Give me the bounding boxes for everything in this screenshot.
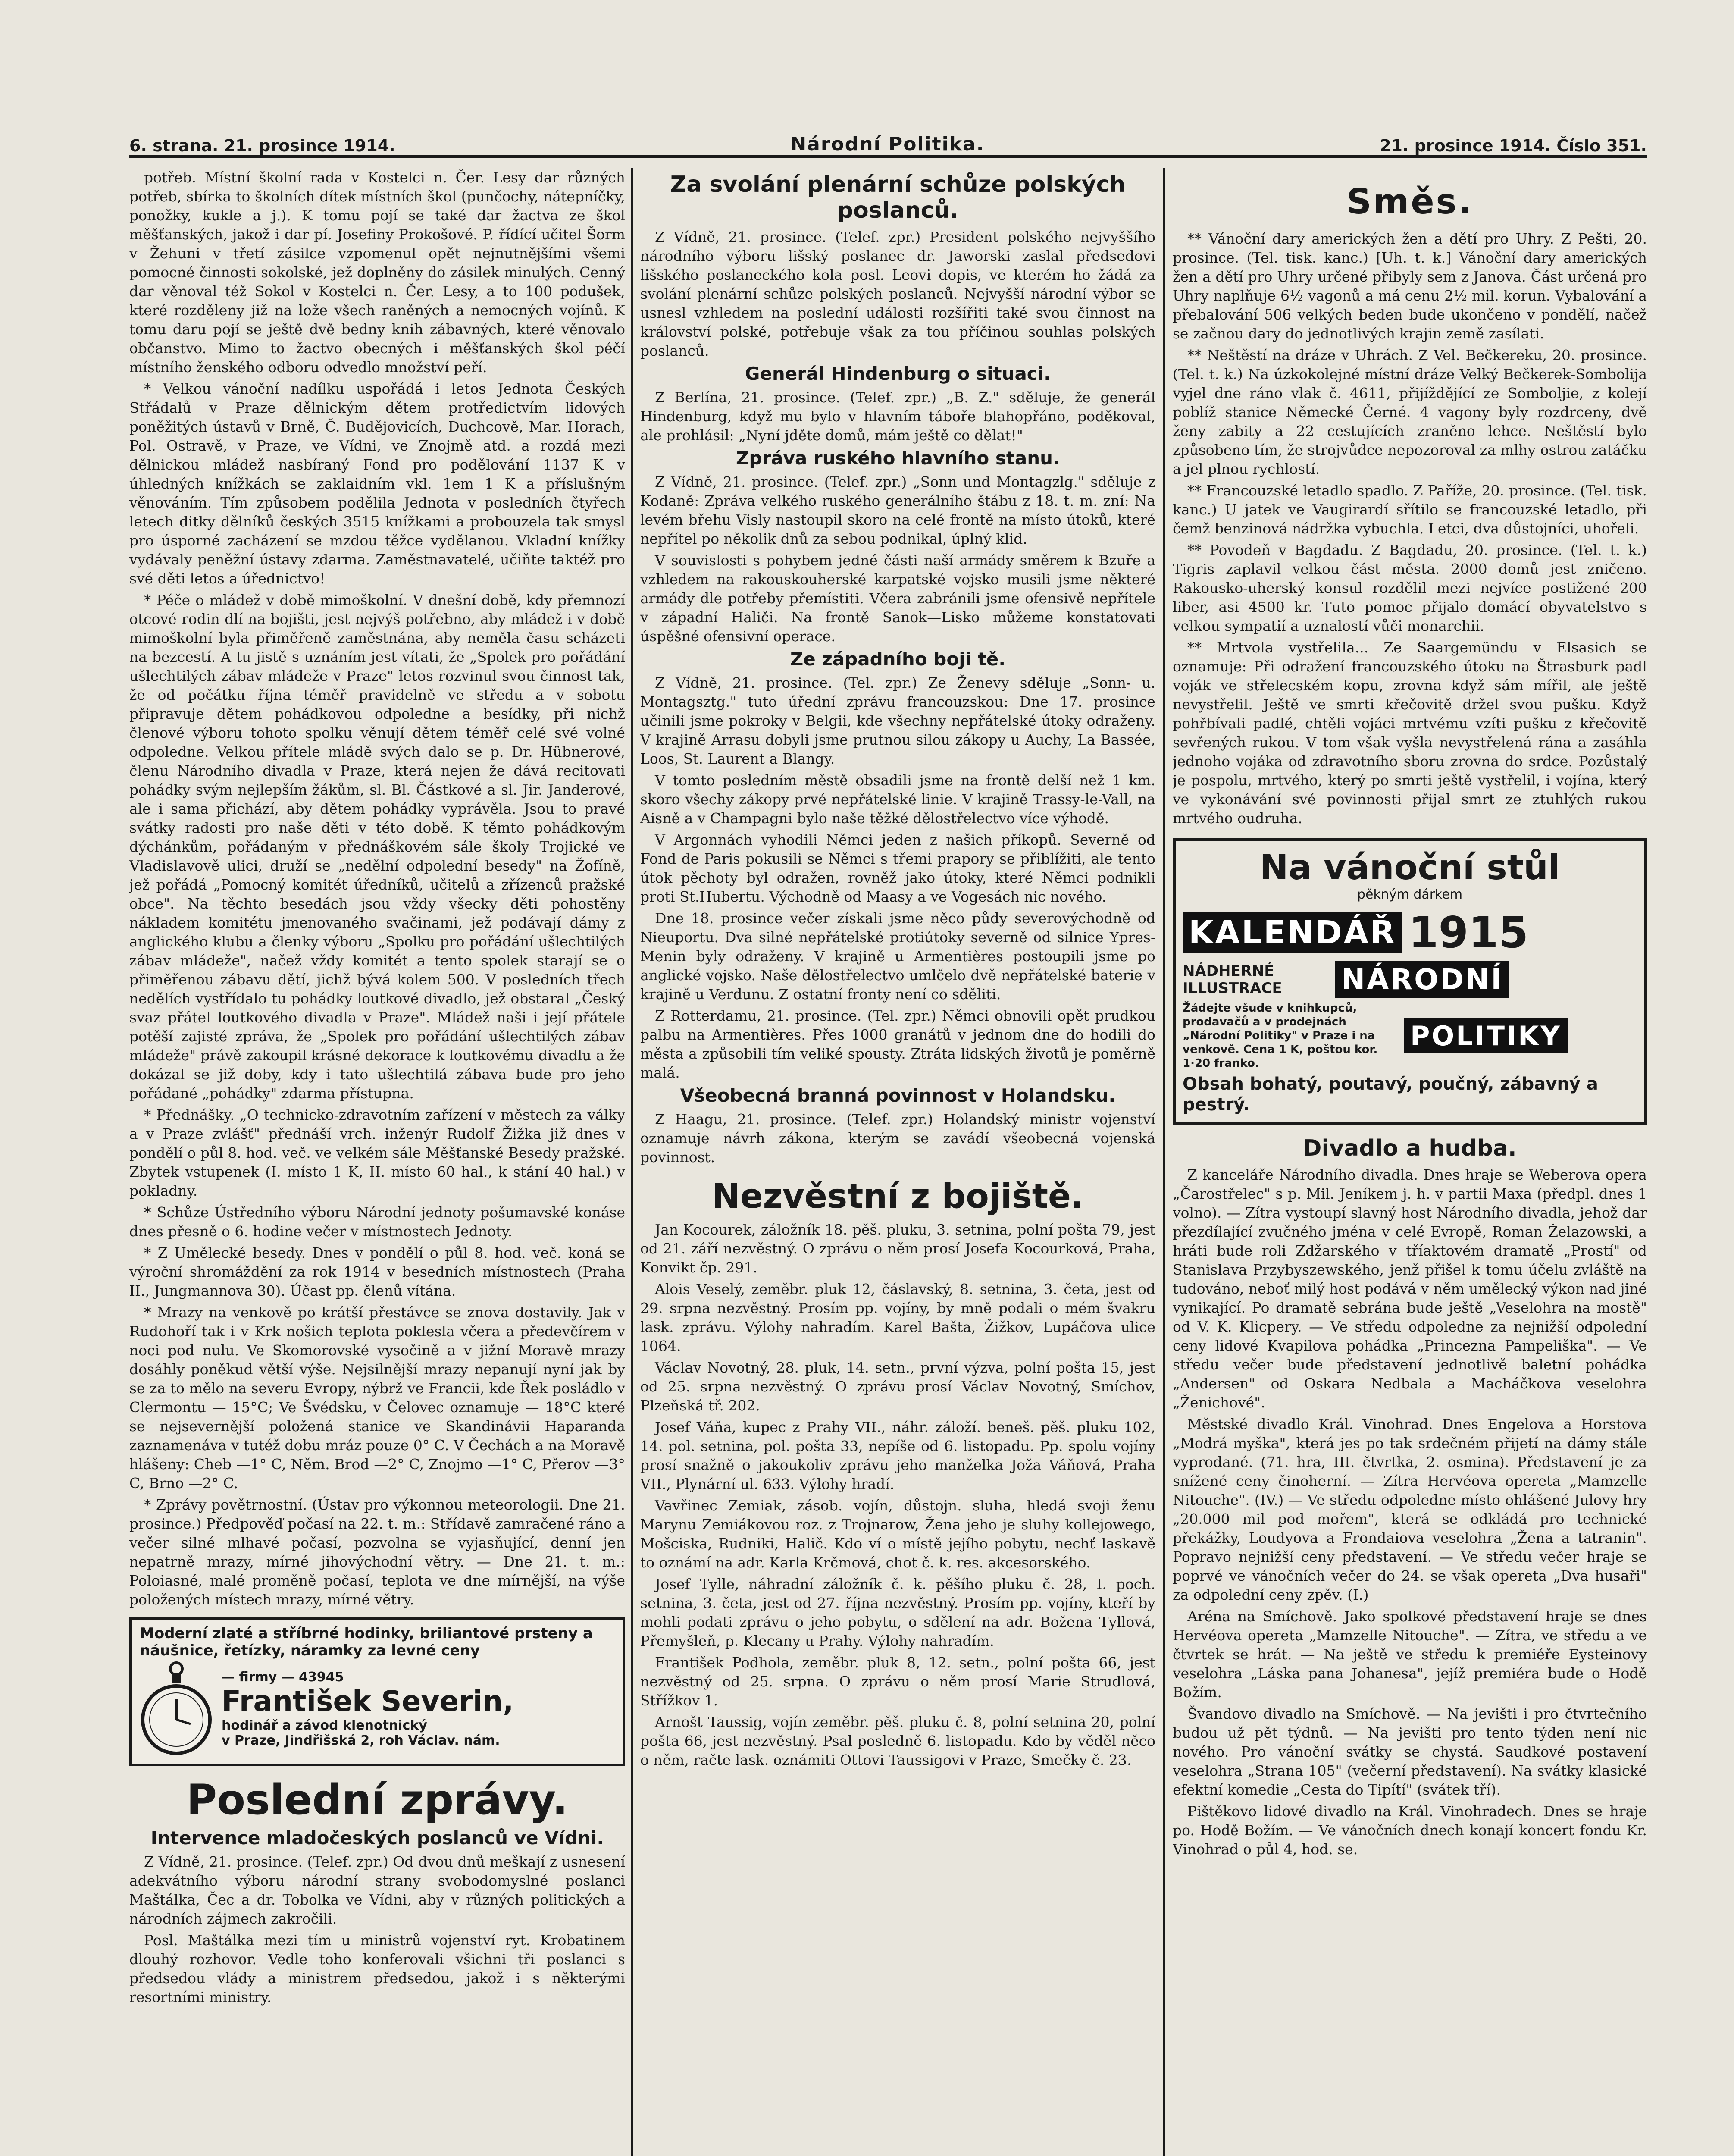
ad-order-info: Žádejte všude v knihkupců, prodavačů a v prodejnách „Národní Politiky" v Praze i na venkově. Cena 1 K, poštou kor. 1·20 franko. [1183, 1002, 1378, 1070]
article-headline: Všeobecná branná povinnost v Holandsku. [680, 1085, 1116, 1106]
section-title-missing-soldiers: Nezvěstní z bojiště. [712, 1177, 1084, 1216]
article-paragraph: Z Vídně, 21. prosince. (Tel. zpr.) Ze Ženevy sděluje „Sonn- u. Montagsztg." tuto úřední zprávu francouzskou: Dne 17. prosince učinili jsme pokroky v Belgii, kde všechny nepřátelské útoky odraženy. V krajině Arrasu dobyli jsme prutnou silou zákopy u Auchy, La Bassée, Loos, St. Laurent a Blangy. [640, 674, 1155, 767]
article-paragraph: * Velkou vánoční nadílku uspořádá i letos Jednota Českých Střádalů v Praze dělnickým dětem protředictvím lidových poněžitých ústavů v Brně, Č. Budějovicích, Duchcově, Mar. Horach, Pol. Ostravě, v Praze, ve Vídni, ve Znojmě atd. a rozdá mezi dělnickou mládež nasbíraný Fond pro podělování 1137 K v úhledných knížkách se zaklaidním vkl. 1em 1 K a příslušným věnováním. Tím způsobem podělila Jednota v posledních čtyřech letech ditky dělníků českých 3515 knížkami a probouzela tak smysl pro úsporné zacházení se mzdou těžce vydělanou. Vkladní knížky vydávaly peněžní ústavy zdarma. Zaměstnavatelé, učiňte taktéž pro své děti letos a úřednictvo! [129, 380, 625, 587]
article-headline: Ze západního boji tě. [790, 649, 1006, 670]
calendar-advertisement [1173, 838, 1647, 1125]
article-paragraph: Z Rotterdamu, 21. prosince. (Tel. zpr.) Němci obnovili opět prudkou palbu na Armentières. Přes 1000 granátů v jednom dne do hodili do města a způsobili tím veliké spousty. Ztráta lidských životů je poměrně malá. [640, 1007, 1155, 1081]
article-paragraph: Z Vídně, 21. prosince. (Telef. zpr.) Od dvou dnů meškají z usnesení adekvátního výboru národní strany svobodomyslné poslanci Maštálka, Čec a dr. Tobolka ve Vídni, aby v různých politických a národních zájmech zakročili. [129, 1853, 625, 1927]
article-paragraph: Posl. Maštálka mezi tím u ministrů vojenství ryt. Krobatinem dlouhý rozhovor. Vedle toho konferovali všichni tři poslanci s předsedou vlády a ministrem předsedou, jakož i s některými resortními ministry. [129, 1932, 625, 2006]
ad-company-name: František Severin, [222, 1685, 514, 1718]
section-title-latest-news: Poslední zprávy. [186, 1776, 568, 1824]
masthead-title: Národní Politika. [790, 133, 985, 155]
article-paragraph: Pištěkovo lidové divadlo na Král. Vinohradech. Dnes se hraje po. Hodě Božím. — Ve vánočních dnech konají koncert fondu Kr. Vinohrad o půl 4, hod. se. [1173, 1803, 1647, 1858]
article-paragraph: potřeb. Místní školní rada v Kostelci n. Čer. Lesy dar různých potřeb, sbírka to školních dítek místních škol (punčochy, nátepníčky, ponožky, kukle a j.). K tomu pojí se také dar žactva ze škol měšťanských, jakož i dar pí. Josefiny Prokošové. P. řídící učitel Šorm v Žehuni v třetí zásilce vzpomenul opět nejnutnějšími všemi pomocné činnosti sokolské, jež doplněny do zásilek minulých. Cenný dar věnoval též Sokol v Kostelci n. Čer. Lesy, a to 100 podušek, které rozděleny již na lože všech raněných a nemocných vojínů. K tomu daru pojí se ještě dvě bedny knih zábavných, které věnovalo občanstvo. Mimo to žactvo obecných i měšťanských škol péčí místního ženského odboru odvedlo množství peří. [129, 169, 625, 376]
article-headline: Intervence mladočeských poslanců ve Vídni. [150, 1827, 604, 1849]
article-paragraph: * Péče o mládež v době mimoškolní. V dnešní době, kdy přemnozí otcové rodin dlí na bojišti, jest nejvýš potřebno, aby mládež i v době mimoškolní byla přiměřeně zaměstnána, aby neměla času scházeti na bezcestí. A tu jistě s uznáním jest vítati, že „Spolek pro pořádání ušlechtilých zábav mládeže v Praze" letos rozvinul svou činnost tak, že od počátku října téměř pravidelně ve středu a v sobotu připravuje dětem pohádkovou odpoledne a besídky, při nichž členové výboru tohoto spolku věnují dětem téměř celé své volné odpoledne. Velkou přítele mládě svých dalo se p. Dr. Hübnerové, členu Národního divadla v Praze, která nejen že dává recitovati pohádky svým nejlepším žákům, sl. Bl. Částkové a sl. Jir. Janderové, ale i sama přichází, aby dětem pohádky vyprávěla. Jsou to pravé svátky radosti pro naše děti v této době. K těmto pohádkovým dýchánkům, pořádaným v přednáškovém sále školy Trojické ve Vladislavově ulici, druží se „nedělní odpolední besedy" na Žofíně, jež pořádá „Pomocný komitét úředníků, učitelů a zřízenců pražské obce". Na těchto besedách jsou vždy všecky děti pohostěny nákladem komitétu jmenovaného svačinami, jež podávají dámy z anglického klubu a členky výboru „Spolku pro pořádání ušlechtilých zábav mládeže", načež vždy komitét a tento spolek starají se o přiměřenou zábavu dětí, jichž bývá kolem 500. V posledních třech nedělích vystřídalo tu pohádky loutkové divadlo, jež obstaral „Český svaz přátel loutkového divadla v Praze". Mládež naši i její přátele potěší zajisté zpráva, že „Spolek pro pořádání ušlechtilých zábav mládeže" právě zakoupil krásné dekorace k loutkovému divadlu a že dokázal se již doby, kdy i tato ušlechtilá zábava bude pro jeho pořádané „pohádky" zdarma přístupna. [129, 592, 625, 1102]
column-middle [640, 168, 1155, 2156]
ad-subheadline: pěkným dárkem [1357, 887, 1463, 902]
article-paragraph: ** Neštěstí na dráze v Uhrách. Z Vel. Bečkereku, 20. prosince. (Tel. t. k.) Na úzkokolejné místní dráze Velký Bečkerek-Sombolija vyjel dne ráno vlak č. 4611, přijíždějící ze Somboljie, z kolejí poblíž stanice Německé Černé. 4 vagony byly rozdrceny, dvě ženy zabity a 22 cestujících zraněno lehce. Neštěstí bylo způsobeno tím, že strojvůdce nepozoroval za mlhy ostrou zatáčku a jel plnou rychlostí. [1173, 347, 1647, 477]
article-paragraph: V souvislosti s pohybem jedné části naší armády směrem k Bzuře a vzhledem na rakouskouherské karpatské vojsko musili jsme některé armády dle potřeby přemístiti. Včera zabránili jsme ofensivě nepřítele v západní Haliči. Na frontě Sanok—Lisko můžeme konstatovati úspěšné ofensivní operace. [640, 552, 1155, 645]
watchmaker-advertisement [129, 1617, 625, 1766]
ad-company-type: hodinář a závod klenotnický [222, 1718, 427, 1733]
article-headline: Za svolání plenární schůze polských poslanců. [670, 172, 1126, 223]
missing-notice: František Podhola, zeměbr. pluk 8, 12. setn., polní pošta 66, jest nezvěstný od 25. srpna. O zprávu o něm prosí Marie Strudlová, Střížkov 1. [640, 1654, 1155, 1709]
article-paragraph: Z Vídně, 21. prosince. (Telef. zpr.) „Sonn und Montagzlg." sděluje z Kodaně: Zpráva velkého ruského generálního štábu z 18. t. m. zní: Na levém břehu Visly nastoupil skoro na celé frontě na místo útoků, které nepřítel po několik dnů za sebou podnikal, úplný klid. [640, 473, 1155, 547]
ad-description: Obsah bohatý, poutavý, poučný, zábavný a pestrý. [1183, 1074, 1598, 1115]
ad-address: v Praze, Jindřišská 2, roh Václav. nám. [222, 1733, 500, 1748]
page-header [129, 129, 1647, 158]
ad-illustrations-label: NÁDHERNÉ ILLUSTRACE [1183, 962, 1282, 997]
missing-notice: Alois Veselý, zeměbr. pluk 12, čáslavský, 8. setnina, 3. četa, jest od 29. srpna nezvěstný. Prosím pp. vojíny, by mně podali o mém švakru lask. zprávu. Výlohy nahradím. Karel Bašta, Žižkov, Lupáčova ulice 1064. [640, 1281, 1155, 1354]
column-right [1173, 168, 1647, 2156]
section-title-theatre: Divadlo a hudba. [1303, 1135, 1517, 1161]
ad-narodni-label: NÁRODNÍ [1335, 961, 1509, 998]
missing-notice: Jan Kocourek, záložník 18. pěš. pluku, 3. setnina, polní pošta 79, jest od 21. září nezvěstný. O zprávu o něm prosí Josefa Kocourková, Praha, Konvikt čp. 291. [640, 1221, 1155, 1276]
article-headline: Zpráva ruského hlavního stanu. [736, 448, 1060, 469]
missing-notice: Vavřinec Zemiak, zásob. vojín, důstojn. sluha, hledá svoji ženu Marynu Zemiákovou roz. z Trojnarow, Žena jeho je sluhy kollejowego, Mošciska, Rudniki, Halič. Kdo ví o místě jejího pobytu, nechť laskavě to oznámí na adr. Karla Krčmová, chot č. k. res. akcesorského. [640, 1497, 1155, 1571]
header-date-left: 6. strana. 21. prosince 1914. [129, 136, 395, 155]
article-paragraph: Z Berlína, 21. prosince. (Telef. zpr.) „B. Z." sděluje, že generál Hindenburg, když mu bylo v hlavním táboře blahopřáno, poděkoval, ale prohlásil: „Nyní jděte domů, mám ještě co dělat!" [640, 389, 1155, 444]
article-paragraph: V tomto posledním městě obsadili jsme na frontě delší než 1 km. skoro všechy zákopy prvé nepřátelské linie. V krajině Trassy-le-Vall, na Aisně a v Champagni bylo naše těžké dělostřelectvo více výhodě. [640, 772, 1155, 827]
article-paragraph: Švandovo divadlo na Smíchově. — Na jevišti i pro čtvrtečního budou už pět týdnů. — Na jevišti pro tento týden není nic nového. Pro vánoční svátky se chystá. Saudkové postavení veselohra „Strana 105" (večerní představení). Na svátky klasické efektní komedie „Cesta do Tipítí" (svátek tří). [1173, 1705, 1647, 1798]
article-paragraph: ** Povodeň v Bagdadu. Z Bagdadu, 20. prosince. (Tel. t. k.) Tigris zaplavil velkou část města. 2000 domů jest zničeno. Rakousko-uherský konsul rozdělil mezi nejvíce postižené 200 liber, asi 4500 kr. Tuto pomoc přijalo domácí obyvatelstvo s velkou sympatií a uznalostí vůči monarchii. [1173, 542, 1647, 634]
ad-headline: Na vánoční stůl [1259, 847, 1560, 887]
article-paragraph: Z kanceláře Národního divadla. Dnes hraje se Weberova opera „Čarostřelec" s p. Mil. Jeníkem j. h. v partii Maxa (předpl. dnes 1 volno). — Zítra vystoupí slavný host Národního divadla, jehož dar přezdílající zvučného jména v celé Evropě, Roman Żelazowski, a hráti bude roli Zdžarského v tříaktovém dramatě „Prostí" od Stanislava Przybyszewského, jenž přišel k tomu účelu zvláště na tudováno, neboť milý host podává v něm umělecký výkon nad jiné vynikající. Po dramatě sebrána bude ještě „Veselohra na mostě" od V. K. Klicpery. — Ve středu odpoledne za nejnižší odpolední ceny lidové Kvapilova pohádka „Princezna Pampeliška". — Ve středu večer bude představení jednotlivě baletní pohádka „Andersen" od Oskara Nedbala a Macháčkova veselohra „Ženichové". [1173, 1166, 1647, 1411]
article-paragraph: ** Francouzské letadlo spadlo. Z Paříže, 20. prosince. (Tel. tisk. kanc.) U jatek ve Vaugirardí sřítilo se francouzské letadlo, při čemž benzinová nádržka vybuchla. Letci, dva důstojníci, uhořeli. [1173, 482, 1647, 537]
article-paragraph: Dne 18. prosince večer získali jsme něco půdy severovýchodně od Nieuportu. Dva silné nepřátelské protiútoky severně od silnice Ypres-Menin byly odraženy. V krajině u Armentières postoupili jsme po anglické vojsko. Naše dělostřelectvo umlčelo dvě nepřátelské baterie v krajině u Verdunu. Z ostatní fronty není co sděliti. [640, 910, 1155, 1003]
article-paragraph: * Schůze Ústředního výboru Národní jednoty pošumavské konáse dnes přesně o 6. hodine večer v místnostech Jednoty. [129, 1204, 625, 1240]
article-paragraph: Z Vídně, 21. prosince. (Telef. zpr.) President polského nejvyššího národního výboru lišský poslanec dr. Jaworski zaslal předsedovi lišského poslaneckého kola posl. Leovi dopis, ve kterém ho žádá za svolání plenární schůze polských poslanců. Nejvyšší národní výbor se usnesl vzhledem na poslední události rozšířiti také svou činnost na království polské, potřebuje však za tou příčinou souhlas polských poslanců. [640, 229, 1155, 359]
article-paragraph: * Mrazy na venkově po krátší přestávce se znova dostavily. Jak v Rudohoří tak i v Krk nošich teplota poklesla včera a předevčírem v noci pod nulu. Ve Skomorovské vysočině a v jižní Moravě mrazy dosáhly poněkud větší výše. Nejsilnější mrazy nepanují nyní jak by se za to mělo na severu Evropy, nýbrž ve Francii, kde Řek posládlo v Clermontu — 15°C; Ve Švédsku, v Čelovec oznamuje — 18°C které se nejsevernější položená stanice ve Skandinávii Haparanda zaznamenáva v tutéž dobu mráz pouze 0° C. V Čechách a na Moravě hlášeny: Cheb —1° C, Něm. Brod —2° C, Znojmo —1° C, Přerov —3° C, Brno —2° C. [129, 1304, 625, 1492]
article-paragraph: ** Mrtvola vystřelila... Ze Saargemündu v Elsasich se oznamuje: Při odražení francouzského útoku na Štrasburk padl voják ve střelecském kopu, zrovna když sám mířil, ale ještě nevystřelil. Ještě ve smrti křečovitě držel svou pušku. Když pohřbívali padlé, chtěli vojáci mrtvému vzíti pušku z křečovitě sevřených rukou. V tom však vyšla nevystřelená rána a zasáhla jednoho vojáka od zdravotního sboru zrovna do srdce. Pozůstalý je pospolu, mrtvého, který po smrti ještě vystřelil, i vojína, který ve vykonávání své povinnosti přijal smrt ze ztuhlých rukou mrtvého oudruha. [1173, 639, 1647, 827]
ad-firm-label: — firmy — 43945 [222, 1670, 344, 1685]
missing-notice: Josef Váňa, kupec z Prahy VII., náhr. záloží. beneš. pěš. pluku 102, 14. pol. setnina, pol. pošta 33, nepíše od 6. listopadu. Pp. spolu vojíny prosí snažně o jakoukoliv zprávu jeho manželka Joža Váňová, Praha VII., Plynární ul. 633. Výlohy hradí. [640, 1419, 1155, 1492]
article-paragraph: V Argonnách vyhodili Němci jeden z našich příkopů. Severně od Fond de Paris pokusili se Němci s třemi prapory se přiblížiti, ale tento útok pěchoty byl odražen, rovněž jako útoky, které Němci podnikli proti St.Hubertu. Východně od Maasy a ve Vogesách nic nového. [640, 831, 1155, 905]
article-headline: Generál Hindenburg o situaci. [745, 363, 1051, 384]
article-paragraph: ** Vánoční dary amerických žen a dětí pro Uhry. Z Pešti, 20. prosince. (Tel. tisk. kanc.) [Uh. t. k.] Vánoční dary amerických žen a dětí pro Uhry určené přibyly sem z Janova. Část určená pro Uhry naplňuje 6½ vagonů a má cenu 2½ mil. korun. Vybalování a přebalování 506 velkých beden bude ukončeno v pondělí, načež se začnou dary do jednotlivých krajin země zasílati. [1173, 230, 1647, 342]
ad-politiky-label: POLITIKY [1404, 1018, 1568, 1053]
article-paragraph: * Zprávy povětrnostní. (Ústav pro výkonnou meteorologii. Dne 21. prosince.) Předpověď počasí na 22. t. m.: Střídavě zamračené ráno a večer silné mlhavé počasí, pozvolna se vyjasňující, denní jen nepatrně mrazy, mírné jihovýchodní větry. — Dne 21. t. m.: Poloiasné, malé proměně počasí, teplota ve dne mírnější, na výše položených místech mrazy, mírné větry. [129, 1496, 625, 1608]
article-paragraph: * Z Umělecké besedy. Dnes v pondělí o půl 8. hod. več. koná se výroční shromáždění za rok 1914 v besedních místnostech (Praha II., Jungmannova 30). Účast pp. členů vítána. [129, 1244, 625, 1299]
article-paragraph: Z Haagu, 21. prosince. (Telef. zpr.) Holandský ministr vojenství oznamuje návrh zákona, kterým se zavádí všeobecná vojenská povinnost. [640, 1111, 1155, 1166]
missing-notice: Arnošt Taussig, vojín zeměbr. pěš. pluku č. 8, polní setnina 20, polní pošta 66, jest nezvěstný. Psal posledně 6. listopadu. Kdo by věděl něco o něm, račte lask. oznámiti Ottovi Taussigovi v Praze, Smečky č. 23. [640, 1714, 1155, 1768]
header-issue-number: 21. prosince 1914. Číslo 351. [1380, 136, 1647, 155]
missing-notice: Václav Novotný, 28. pluk, 14. setn., první výzva, polní pošta 15, jest od 25. srpna nezvěstný. O zprávu prosí Václav Novotný, Smíchov, Plzeňská tř. 202. [640, 1359, 1155, 1414]
column-divider [1163, 168, 1165, 2156]
missing-notice: Josef Tylle, náhradní záložník č. k. pěšího pluku č. 28, I. poch. setnina, 3. četa, jest od 27. října nezvěstný. Prosím pp. vojíny, kteří by mohli podati zprávu o jeho pobytu, o sdělení na adr. Božena Tyllová, Přemyšleň, p. Klecany u Prahy. Výlohy nahradím. [640, 1576, 1155, 1649]
article-paragraph: * Přednášky. „O technicko-zdravotním zařízení v městech za války a v Praze zvlášť" přednáší vrch. inženýr Rudolf Žižka již dnes v pondělí o půl 8. hod. več. ve velkém sále Měšťanské Besedy pražské. Zbytek vstupenek (I. místo 1 K, II. místo 60 hal., k stání 40 hal.) v pokladny. [129, 1106, 625, 1199]
column-divider [631, 168, 633, 2156]
pocket-watch-icon [140, 1659, 213, 1758]
ad-kalendar-label: KALENDÁŘ [1183, 912, 1402, 953]
ad-year: 1915 [1408, 907, 1529, 958]
ad-headline: Moderní zlaté a stříbrné hodinky, briliantové prsteny a náušnice, řetízky, náramky za levné ceny [140, 1625, 593, 1659]
article-paragraph: Aréna na Smíchově. Jako spolkové představení hraje se dnes Hervéova opereta „Mamzelle Nitouche". — Zítra, ve středu a ve čtvrtek se hrát. — Na ještě ve středu k premiéře Eysteinovy veselohra „Láska pana Johanesa", jejíž premiéra bude o Hodě Božím. [1173, 1608, 1647, 1701]
article-paragraph: Městské divadlo Král. Vinohrad. Dnes Engelova a Horstova „Modrá myška", která jes po tak srdečném přijetí na dámy stále vyprodané. (71. hra, III. čtvrtka, 2. osmina). Představení je za snížené ceny činoherní. — Zítra Hervéova opereta „Mamzelle Nitouche". (IV.) — Ve středu odpoledne místo ohlášené Julovy hry „20.000 mil pod mořem", která se odkládá pro technické překážky, Loudyova a Frondaiova veselohra „Žena a tatranin". Popravo nejnižší ceny představení. — Ve středu večer hraje se poprvé ve vánočních večer do 24. se však opereta „Dva husaři" za odpolední ceny zpěv. (I.) [1173, 1416, 1647, 1603]
column-left [129, 168, 625, 2156]
section-title-miscellany: Směs. [1346, 182, 1473, 222]
